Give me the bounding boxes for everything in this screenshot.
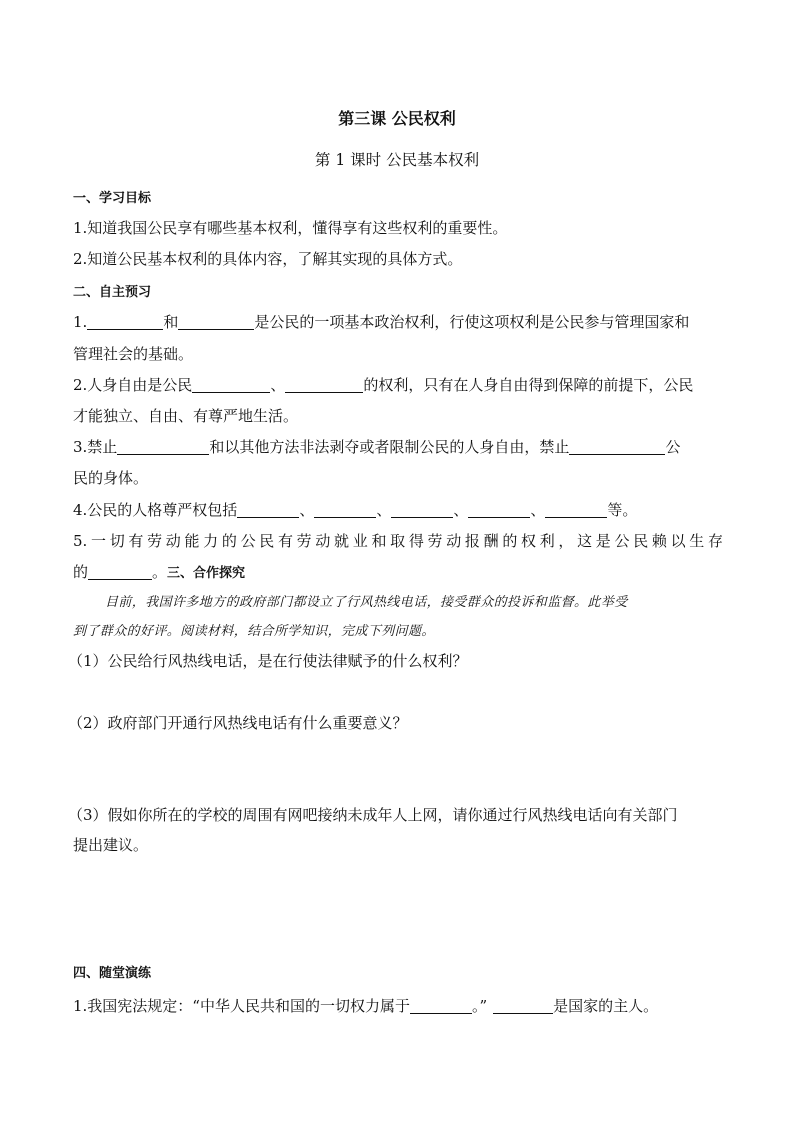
- preview-q3-cont: 民的身体。: [73, 469, 149, 487]
- fill-blank[interactable]: [178, 314, 254, 330]
- material-line-2: 到了群众的好评。阅读材料，结合所学知识，完成下列问题。: [73, 624, 435, 639]
- section-heading-explore: 三、合作探究: [167, 566, 246, 581]
- q2-pre: 2.人身自由是公民: [73, 376, 193, 394]
- fill-blank[interactable]: [87, 314, 163, 330]
- fill-blank[interactable]: [545, 502, 607, 518]
- practice-q1: [73, 995, 723, 1016]
- explore-q1: （1）公民给行风热线电话，是在行使法律赋予的什么权利？: [68, 652, 468, 670]
- page-title: 第三课 公民权利: [338, 109, 456, 128]
- fill-blank[interactable]: [88, 564, 152, 580]
- explore-q3: （3）假如你所在的学校的周围有网吧接纳未成年人上网，请你通过行风热线电话向有关部门: [68, 806, 678, 824]
- q4-sep: 、: [376, 501, 392, 519]
- page-subtitle: 第 1 课时 公民基本权利: [314, 151, 480, 169]
- practice-q1-pre: 1.我国宪法规定：“中华人民共和国的一切权力属于: [73, 997, 410, 1015]
- preview-q1: [73, 311, 723, 332]
- material-line-1: 目前，我国许多地方的政府部门都设立了行风热线电话，接受群众的投诉和监督。此举受: [105, 595, 628, 610]
- q4-sep: 、: [299, 501, 315, 519]
- q5-pre: 的: [73, 563, 89, 581]
- fill-blank[interactable]: [468, 502, 530, 518]
- q1-and: 和: [163, 313, 179, 331]
- preview-q2-cont: 才能独立、自由、有尊严地生活。: [73, 407, 299, 425]
- q1-rest: 是公民的一项基本政治权利，行使这项权利是公民参与管理国家和: [254, 313, 690, 331]
- q2-rest: 的权利，只有在人身自由得到保障的前提下，公民: [363, 376, 694, 394]
- q3-pre: 3.禁止: [73, 438, 118, 456]
- preview-q3: [73, 436, 723, 457]
- explore-q2: （2）政府部门开通行风热线电话有什么重要意义？: [68, 714, 408, 732]
- goal-item-1: 1.知道我国公民享有哪些基本权利，懂得享有这些权利的重要性。: [73, 219, 508, 237]
- q4-pre: 4.公民的人格尊严权包括: [73, 501, 238, 519]
- fill-blank[interactable]: [314, 502, 376, 518]
- q3-mid: 和以其他方法非法剥夺或者限制公民的人身自由，禁止: [209, 438, 570, 456]
- q3-end: 公: [665, 438, 681, 456]
- fill-blank[interactable]: [569, 439, 665, 455]
- preview-q4: [73, 499, 723, 520]
- q2-sep: 、: [270, 376, 286, 394]
- preview-q1-cont: 管理社会的基础。: [73, 345, 194, 363]
- q4-end: 等。: [607, 501, 638, 519]
- fill-blank[interactable]: [493, 998, 553, 1014]
- fill-blank[interactable]: [410, 998, 472, 1014]
- fill-blank[interactable]: [192, 377, 270, 393]
- explore-q3-cont: 提出建议。: [73, 836, 149, 854]
- goal-item-2: 2.知道公民基本权利的具体内容，了解其实现的具体方式。: [73, 250, 463, 268]
- q4-sep: 、: [530, 501, 546, 519]
- section-heading-preview: 二、自主预习: [73, 285, 152, 300]
- section-heading-goals: 一、学习目标: [73, 191, 152, 206]
- q4-sep: 、: [453, 501, 469, 519]
- practice-q1-end: 是国家的主人。: [553, 997, 659, 1015]
- q5-post: 。: [152, 563, 168, 581]
- preview-q2: [73, 374, 723, 395]
- fill-blank[interactable]: [117, 439, 209, 455]
- preview-q5: 5.一切有劳动能力的公民有劳动就业和取得劳动报酬的权利，这是公民赖以生存: [73, 532, 723, 550]
- practice-q1-mid: 。”: [471, 997, 488, 1015]
- fill-blank[interactable]: [237, 502, 299, 518]
- q1-number: 1.: [73, 313, 88, 331]
- fill-blank[interactable]: [391, 502, 453, 518]
- preview-q5-cont: [73, 561, 723, 582]
- fill-blank[interactable]: [285, 377, 363, 393]
- section-heading-practice: 四、随堂演练: [73, 966, 152, 981]
